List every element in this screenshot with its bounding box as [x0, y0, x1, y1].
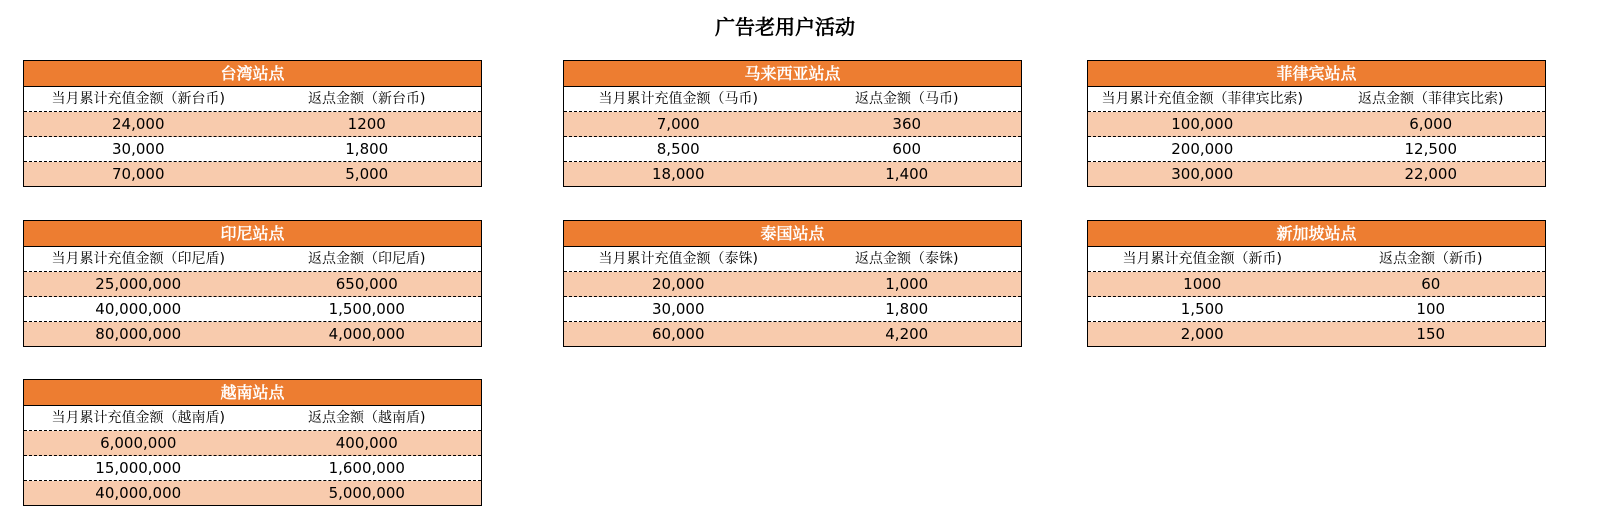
- topup-amount-cell: 18,000: [652, 165, 705, 183]
- column-header-row: [24, 247, 481, 272]
- table-row: [1088, 162, 1545, 186]
- column-header-row: [1088, 87, 1545, 112]
- column-header-topup: 当月累计充值金额（越南盾): [51, 410, 225, 426]
- table-row: [1088, 272, 1545, 297]
- table-title: 菲律宾站点: [1088, 61, 1545, 87]
- topup-amount-cell: 40,000,000: [95, 300, 182, 318]
- column-header-row: [1088, 247, 1545, 272]
- rebate-amount-cell: 100: [1416, 300, 1446, 318]
- rebate-amount-cell: 5,000,000: [328, 484, 405, 502]
- topup-amount-cell: 2,000: [1180, 325, 1224, 343]
- topup-amount-cell: 1000: [1183, 275, 1222, 293]
- table-row: [24, 137, 481, 162]
- table-title: 马来西亚站点: [564, 61, 1021, 87]
- topup-amount-cell: 20,000: [652, 275, 705, 293]
- table-row: [24, 272, 481, 297]
- topup-amount-cell: 80,000,000: [95, 325, 182, 343]
- rebate-amount-cell: 60: [1421, 275, 1441, 293]
- table-row: [1088, 112, 1545, 137]
- rebate-amount-cell: 4,200: [885, 325, 929, 343]
- column-header-rebate: 返点金额（新台币): [308, 91, 426, 107]
- table-title: 印尼站点: [24, 221, 481, 247]
- site-table-philippines: [1087, 60, 1546, 187]
- table-row: [1088, 137, 1545, 162]
- topup-amount-cell: 200,000: [1171, 140, 1234, 158]
- site-table-taiwan: [23, 60, 482, 187]
- rebate-amount-cell: 22,000: [1404, 165, 1457, 183]
- site-table-malaysia: [563, 60, 1022, 187]
- topup-amount-cell: 24,000: [112, 115, 165, 133]
- rebate-amount-cell: 150: [1416, 325, 1446, 343]
- column-header-row: [24, 406, 481, 431]
- topup-amount-cell: 40,000,000: [95, 484, 182, 502]
- rebate-amount-cell: 400,000: [335, 434, 398, 452]
- rebate-amount-cell: 1,500,000: [328, 300, 405, 318]
- column-header-rebate: 返点金额（菲律宾比索): [1358, 91, 1504, 107]
- site-table-indonesia: [23, 220, 482, 347]
- topup-amount-cell: 30,000: [652, 300, 705, 318]
- rebate-amount-cell: 1,800: [885, 300, 929, 318]
- rebate-amount-cell: 4,000,000: [328, 325, 405, 343]
- rebate-amount-cell: 1,400: [885, 165, 929, 183]
- table-row: [564, 162, 1021, 186]
- site-table-vietnam: [23, 379, 482, 506]
- table-row: [564, 297, 1021, 322]
- column-header-rebate: 返点金额（新币): [1379, 251, 1483, 267]
- table-row: [564, 137, 1021, 162]
- column-header-topup: 当月累计充值金额（新台币): [51, 91, 225, 107]
- table-row: [564, 112, 1021, 137]
- table-row: [24, 297, 481, 322]
- rebate-amount-cell: 5,000: [345, 165, 389, 183]
- topup-amount-cell: 6,000,000: [100, 434, 177, 452]
- topup-amount-cell: 7,000: [656, 115, 700, 133]
- column-header-topup: 当月累计充值金额（马币): [598, 91, 758, 107]
- column-header-rebate: 返点金额（泰铢): [855, 251, 959, 267]
- table-row: [24, 162, 481, 186]
- topup-amount-cell: 1,500: [1180, 300, 1224, 318]
- topup-amount-cell: 15,000,000: [95, 459, 182, 477]
- column-header-row: [24, 87, 481, 112]
- table-row: [564, 272, 1021, 297]
- rebate-amount-cell: 6,000: [1409, 115, 1453, 133]
- site-table-thailand: [563, 220, 1022, 347]
- page-title: 广告老用户活动: [715, 15, 855, 39]
- table-title: 泰国站点: [564, 221, 1021, 247]
- rebate-amount-cell: 1,800: [345, 140, 389, 158]
- table-row: [24, 431, 481, 456]
- topup-amount-cell: 70,000: [112, 165, 165, 183]
- table-title: 越南站点: [24, 380, 481, 406]
- topup-amount-cell: 300,000: [1171, 165, 1234, 183]
- column-header-rebate: 返点金额（越南盾): [308, 410, 426, 426]
- rebate-amount-cell: 1,600,000: [328, 459, 405, 477]
- table-title: 台湾站点: [24, 61, 481, 87]
- column-header-row: [564, 87, 1021, 112]
- rebate-amount-cell: 360: [892, 115, 922, 133]
- rebate-amount-cell: 12,500: [1404, 140, 1457, 158]
- column-header-topup: 当月累计充值金额（新币): [1122, 251, 1282, 267]
- table-title: 新加坡站点: [1088, 221, 1545, 247]
- column-header-topup: 当月累计充值金额（泰铢): [598, 251, 758, 267]
- rebate-amount-cell: 1,000: [885, 275, 929, 293]
- topup-amount-cell: 60,000: [652, 325, 705, 343]
- topup-amount-cell: 8,500: [656, 140, 700, 158]
- table-row: [24, 112, 481, 137]
- table-row: [1088, 297, 1545, 322]
- column-header-topup: 当月累计充值金额（印尼盾): [51, 251, 225, 267]
- table-row: [24, 322, 481, 346]
- rebate-amount-cell: 600: [892, 140, 922, 158]
- table-row: [24, 456, 481, 481]
- topup-amount-cell: 25,000,000: [95, 275, 182, 293]
- column-header-topup: 当月累计充值金额（菲律宾比索): [1101, 91, 1303, 107]
- table-row: [1088, 322, 1545, 346]
- rebate-amount-cell: 650,000: [335, 275, 398, 293]
- table-row: [564, 322, 1021, 346]
- column-header-rebate: 返点金额（印尼盾): [308, 251, 426, 267]
- site-table-singapore: [1087, 220, 1546, 347]
- column-header-rebate: 返点金额（马币): [855, 91, 959, 107]
- table-row: [24, 481, 481, 505]
- topup-amount-cell: 100,000: [1171, 115, 1234, 133]
- topup-amount-cell: 30,000: [112, 140, 165, 158]
- column-header-row: [564, 247, 1021, 272]
- rebate-amount-cell: 1200: [347, 115, 386, 133]
